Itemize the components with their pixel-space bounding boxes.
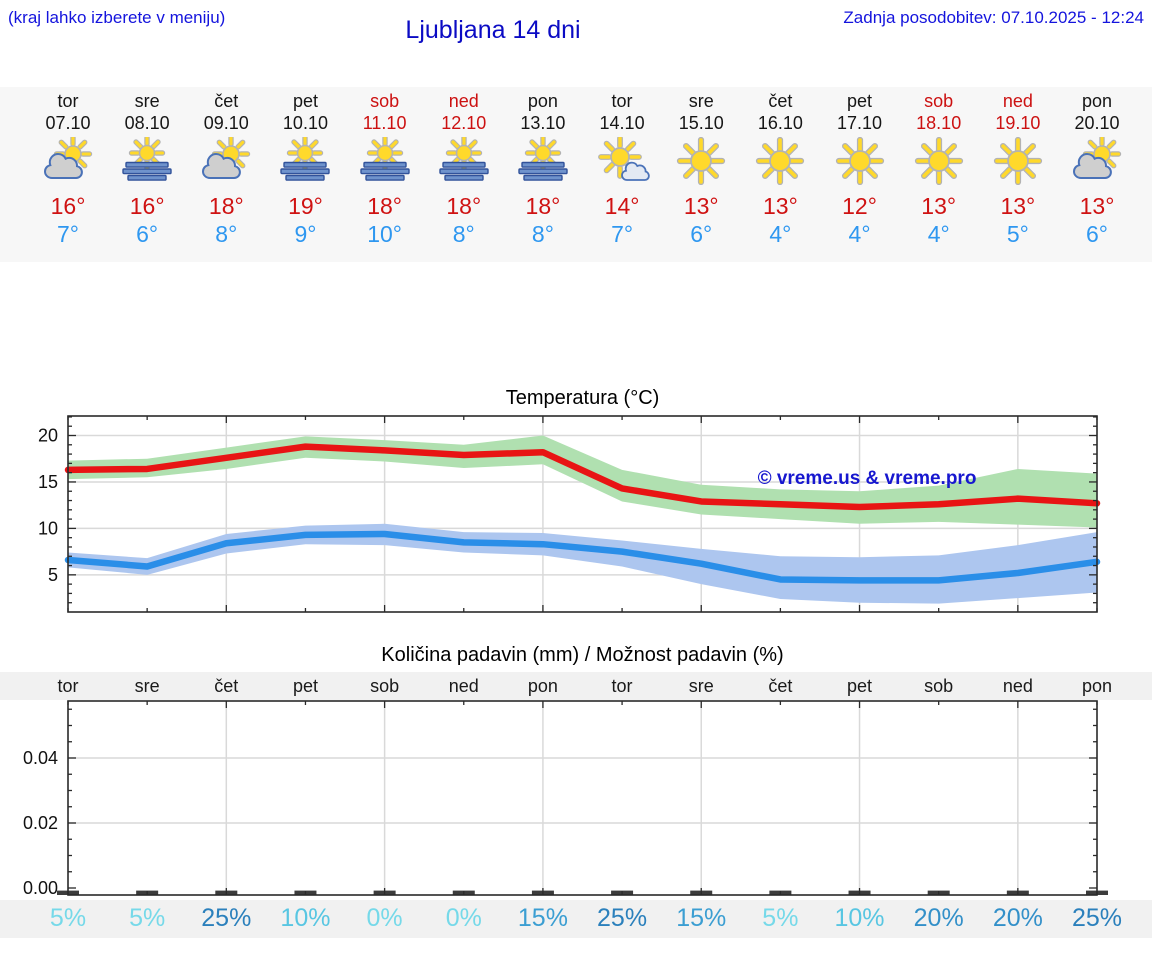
page-title: Ljubljana 14 dni (405, 16, 581, 44)
forecast-day (820, 87, 900, 262)
sun-icon (911, 137, 967, 185)
precip-day-label: sre (688, 676, 714, 696)
precipitation-day-labels (0, 672, 1152, 700)
forecast-day (1057, 87, 1137, 262)
day-name: sre (134, 91, 160, 111)
day-name: ned (448, 91, 479, 111)
temp-min: 4° (848, 221, 871, 247)
day-date: 13.10 (520, 113, 566, 133)
precip-probability: 5% (762, 904, 799, 932)
day-name: pet (292, 91, 318, 111)
day-date: 09.10 (203, 113, 249, 133)
temp-max: 18° (525, 193, 561, 219)
day-name: čet (214, 91, 239, 111)
precip-day-label: čet (768, 676, 793, 696)
temp-max: 13° (683, 193, 719, 219)
precip-probability: 5% (49, 904, 87, 932)
day-name: sre (688, 91, 714, 111)
forecast-day (740, 87, 820, 262)
temp-max: 16° (50, 193, 86, 219)
forecast-day (582, 87, 662, 262)
temperature-chart (0, 410, 1152, 622)
day-name: ned (1002, 91, 1033, 111)
day-date: 18.10 (916, 113, 962, 133)
day-name: sob (370, 91, 400, 111)
y-tick-label: 15 (37, 471, 58, 492)
precipitation-probability-row (0, 900, 1152, 938)
temp-max: 13° (762, 193, 798, 219)
day-date: 17.10 (837, 113, 883, 133)
forecast-day (661, 87, 741, 262)
day-name: tor (611, 91, 633, 111)
forecast-day (28, 87, 108, 262)
range-band (68, 524, 1097, 604)
y-tick-label: 0.00 (22, 878, 58, 898)
temp-max: 13° (1079, 193, 1115, 219)
sun-cloud-icon (1069, 137, 1125, 185)
temp-min: 10° (367, 221, 402, 247)
y-tick-label: 0.04 (22, 748, 58, 768)
precipitation-chart-title: Količina padavin (mm) / Možnost padavin (%) (381, 644, 784, 666)
temp-max: 19° (288, 193, 323, 219)
day-name: pon (1081, 91, 1113, 111)
precip-probability: 15% (676, 904, 727, 932)
sun-cloud-icon (40, 137, 96, 185)
precip-day-label: pon (1081, 676, 1113, 696)
precip-probability: 10% (280, 904, 331, 932)
temp-min: 6° (690, 221, 713, 247)
temp-max: 16° (129, 193, 165, 219)
precip-day-label: pon (527, 676, 558, 696)
day-date: 08.10 (124, 113, 170, 133)
temp-max: 13° (921, 193, 957, 219)
temp-max: 13° (1000, 193, 1036, 219)
temperature-chart-title: Temperatura (°C) (505, 387, 660, 409)
forecast-day (899, 87, 979, 262)
precip-probability: 0% (366, 904, 403, 932)
precip-probability: 15% (517, 904, 568, 932)
sun-fog-icon (357, 137, 413, 185)
day-date: 12.10 (441, 113, 487, 133)
temp-min: 6° (1086, 221, 1108, 247)
day-date: 14.10 (599, 113, 645, 133)
precip-day-label: ned (448, 676, 479, 696)
temp-min: 4° (927, 221, 950, 247)
last-update: Zadnja posodobitev: 07.10.2025 - 12:24 (843, 8, 1144, 27)
plot-border (68, 701, 1097, 895)
y-tick-label: 20 (37, 425, 58, 446)
precip-probability: 20% (992, 904, 1043, 932)
day-date: 07.10 (45, 113, 91, 133)
temp-min: 7° (611, 221, 634, 247)
precip-day-label: tor (611, 676, 633, 696)
temp-min: 6° (136, 221, 159, 247)
menu-hint: (kraj lahko izberete v meniju) (8, 8, 226, 27)
precip-day-label: tor (57, 676, 79, 696)
temp-max: 14° (604, 193, 640, 219)
forecast-day (186, 87, 266, 262)
forecast-day (503, 87, 583, 262)
day-date: 10.10 (282, 113, 328, 133)
temp-max: 12° (842, 193, 877, 219)
day-date: 11.10 (362, 113, 407, 133)
sun-small-cloud-icon (594, 137, 650, 185)
sun-icon (832, 137, 888, 185)
precip-day-label: ned (1002, 676, 1033, 696)
sun-icon (752, 137, 808, 185)
precip-day-label: pet (847, 676, 873, 696)
day-date: 16.10 (757, 113, 803, 133)
day-name: pon (527, 91, 558, 111)
temp-min: 8° (452, 221, 475, 247)
day-name: sob (924, 91, 954, 111)
forecast-day (107, 87, 187, 262)
temp-min: 7° (57, 221, 79, 247)
precip-probability: 25% (1071, 904, 1123, 932)
day-name: pet (847, 91, 873, 111)
sun-icon (673, 137, 729, 185)
y-tick-label: 0.02 (22, 813, 58, 833)
precipitation-chart (0, 700, 1152, 900)
temp-max: 18° (367, 193, 402, 219)
temp-min: 9° (294, 221, 317, 247)
day-name: tor (57, 91, 79, 111)
sun-fog-icon (119, 137, 175, 185)
sun-icon (990, 137, 1046, 185)
precip-day-label: pet (292, 676, 318, 696)
sun-fog-icon (436, 137, 492, 185)
temp-min: 4° (769, 221, 792, 247)
day-date: 20.10 (1074, 113, 1120, 133)
day-name: čet (768, 91, 793, 111)
precip-probability: 10% (834, 904, 885, 932)
precip-probability: 25% (201, 904, 252, 932)
temp-min: 8° (531, 221, 554, 247)
temp-min: 5° (1006, 221, 1029, 247)
sun-fog-icon (277, 137, 333, 185)
precip-day-label: sob (924, 676, 954, 696)
precip-probability: 25% (597, 904, 648, 932)
y-tick-label: 10 (37, 518, 58, 539)
precip-day-label: sob (370, 676, 400, 696)
temp-max: 18° (208, 193, 244, 219)
y-tick-label: 5 (47, 564, 58, 585)
temp-max: 18° (446, 193, 482, 219)
forecast-day (424, 87, 504, 262)
sun-cloud-icon (198, 137, 254, 185)
chart-copyright: © vreme.us & vreme.pro (757, 468, 977, 489)
day-date: 19.10 (995, 113, 1041, 133)
day-date: 15.10 (678, 113, 724, 133)
precip-day-label: sre (134, 676, 160, 696)
forecast-strip (0, 87, 1152, 262)
temp-min: 8° (215, 221, 238, 247)
forecast-day (345, 87, 425, 262)
precip-day-label: čet (214, 676, 239, 696)
precip-probability: 20% (913, 904, 964, 932)
sun-fog-icon (515, 137, 571, 185)
forecast-day (265, 87, 345, 262)
precip-probability: 5% (129, 904, 166, 932)
forecast-day (978, 87, 1058, 262)
precip-probability: 0% (445, 904, 482, 932)
